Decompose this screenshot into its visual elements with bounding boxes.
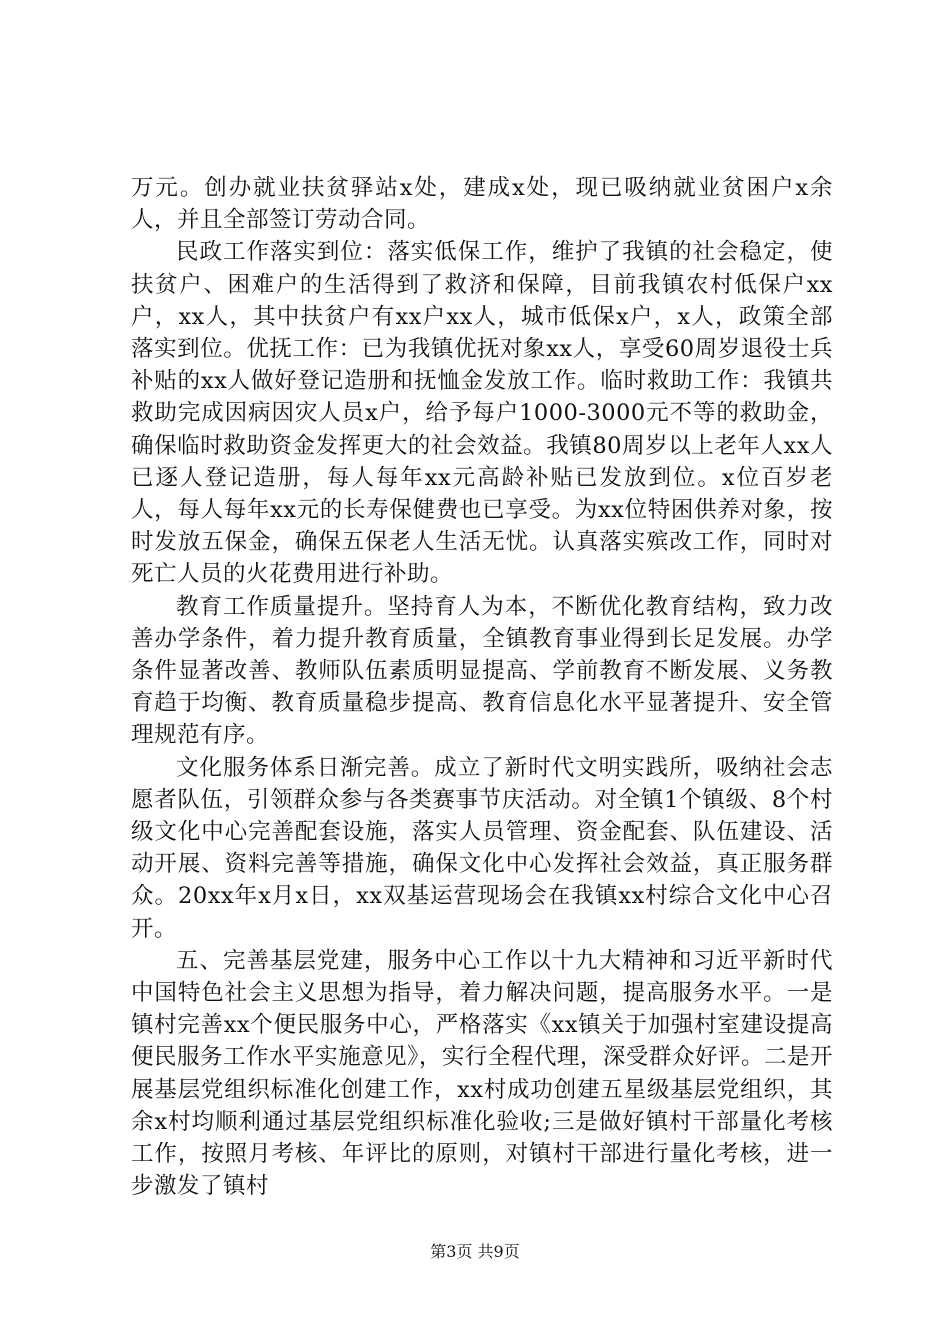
paragraph-culture: 文化服务体系日渐完善。成立了新时代文明实践所，吸纳社会志愿者队伍，引领群众参与各类赛事节庆活动。对全镇1个镇级、8个村级文化中心完善配套设施，落实人员管理、资金配套、队伍建设、活动开展、资料完善等措施，确保文化中心发挥社会效益，真正服务群众。20xx年x月x日，xx双基运营现场会在我镇xx村综合文化中心召开。 (131, 754, 833, 942)
paragraph-employment: 万元。创办就业扶贫驿站x处，建成x处，现已吸纳就业贫困户x余人，并且全部签订劳动合同。 (131, 175, 833, 234)
paragraph-civil-affairs: 民政工作落实到位：落实低保工作，维护了我镇的社会稳定，使扶贫户、困难户的生活得到了救济和保障，目前我镇农村低保户xx户，xx人，其中扶贫户有xx户xx人，城市低保x户，x人，政策全部落实到位。优抚工作：已为我镇优抚对象xx人，享受60周岁退役士兵补贴的xx人做好登记造册和抚恤金发放工作。临时救助工作：我镇共救助完成因病因灾人员x户，给予每户1000-3000元不等的救助金，确保临时救助资金发挥更大的社会效益。我镇80周岁以上老年人xx人已逐人登记造册，每人每年xx元高龄补贴已发放到位。x位百岁老人，每人每年xx元的长寿保健费也已享受。为xx位特困供养对象，按时发放五保金，确保五保老人生活无忧。认真落实殡改工作，同时对死亡人员的火花费用进行补助。 (131, 239, 833, 588)
document-body (131, 172, 833, 1203)
page-number: 第3页 共9页 (430, 1242, 520, 1261)
paragraph-party-building: 五、完善基层党建，服务中心工作以十九大精神和习近平新时代中国特色社会主义思想为指导，着力解决问题，提高服务水平。一是镇村完善xx个便民服务中心，严格落实《xx镇关于加强村室建设提高便民服务工作水平实施意见》，实行全程代理，深受群众好评。二是开展基层党组织标准化创建工作，xx村成功创建五星级基层党组织，其余x村均顺利通过基层党组织标准化验收;三是做好镇村干部量化考核工作，按照月考核、年评比的原则，对镇村干部进行量化考核，进一步激发了镇村 (131, 947, 833, 1200)
paragraph-education: 教育工作质量提升。坚持育人为本，不断优化教育结构，致力改善办学条件，着力提升教育质量，全镇教育事业得到长足发展。办学条件显著改善、教师队伍素质明显提高、学前教育不断发展、义务教育趋于均衡、教育质量稳步提高、教育信息化水平显著提升、安全管理规范有序。 (131, 593, 833, 749)
